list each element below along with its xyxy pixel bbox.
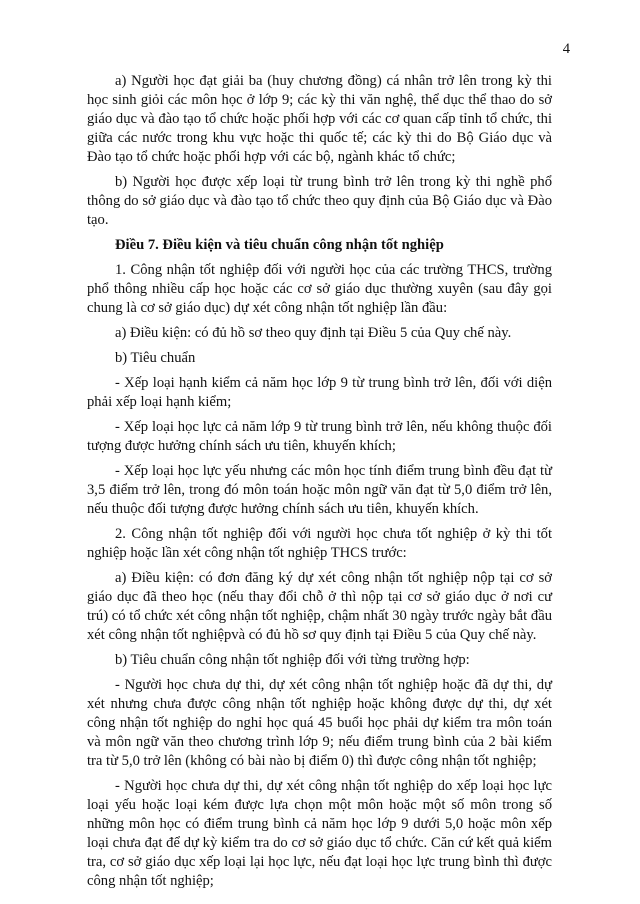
paragraph-2a-condition: a) Điều kiện: có đơn đăng ký dự xét công nhận tốt nghiệp nộp tại cơ sở giáo dục đã theo học (nếu thay đổi chỗ ở thì nộp tại cơ sở giáo dục ở nơi cư trú) có tổ chức xét công nhận tốt nghiệp, chậm nhất 30 ngày trước ngày bắt đầu xét công nhận tốt nghiệpvà có đủ hồ sơ quy định tại Điều 5 của Quy chế này. <box>87 570 552 643</box>
paragraph-2b-criteria: b) Tiêu chuẩn công nhận tốt nghiệp đối với từng trường hợp: <box>115 652 470 668</box>
paragraph-2-not-graduated: 2. Công nhận tốt nghiệp đối với người học chưa tốt nghiệp ở kỳ thi tốt nghiệp hoặc lần xét công nhận tốt nghiệp THCS trước: <box>87 526 552 561</box>
paragraph-1b-criteria: b) Tiêu chuẩn <box>115 350 196 366</box>
paragraph-1a-condition: a) Điều kiện: có đủ hồ sơ theo quy định tại Điều 5 của Quy chế này. <box>115 325 512 341</box>
document-body <box>87 72 552 897</box>
paragraph-1-first-time: 1. Công nhận tốt nghiệp đối với người học của các trường THCS, trường phổ thông nhiều cấp học hoặc các cơ sở giáo dục thường xuyên (sau đây gọi chung là cơ sở giáo dục) dự xét công nhận tốt nghiệp lần đầu: <box>87 262 552 316</box>
criteria-weak-academic: - Xếp loại học lực yếu nhưng các môn học tính điểm trung bình đều đạt từ 3,5 điểm trở lên, trong đó môn toán hoặc môn ngữ văn đạt từ 5,0 điểm trở lên, nếu thuộc đối tượng được hưởng chính sách ưu tiên, khuyến khích. <box>87 463 552 517</box>
paragraph-a-third-prize: a) Người học đạt giải ba (huy chương đồng) cá nhân trở lên trong kỳ thi học sinh giỏi các môn học ở lớp 9; các kỳ thi văn nghệ, thể dục thể thao do sở giáo dục và đào tạo tổ chức hoặc phối hợp với các cơ quan cấp tỉnh tổ chức, thi giữa các nước trong khu vực hoặc thi quốc tế; các kỳ thi do Bộ Giáo dục và Đào tạo tổ chức hoặc phối hợp với các bộ, ngành khác tổ chức; <box>87 73 552 165</box>
criteria-case-weak: - Người học chưa dự thi, dự xét công nhận tốt nghiệp do xếp loại học lực loại yếu hoặc loại kém được lựa chọn một môn hoặc một số môn trong số những môn học có điểm trung bình cả năm học lớp 9 dưới 5,0 hoặc môn xếp loại chưa đạt để dự kỳ kiểm tra do cơ sở giáo dục tổ chức. Căn cứ kết quả kiểm tra, cơ sở giáo dục xếp loại lại học lực, nếu đạt loại học lực trung bình thì được công nhận tốt nghiệp; <box>87 778 552 889</box>
criteria-academic: - Xếp loại học lực cả năm lớp 9 từ trung bình trở lên, nếu không thuộc đối tượng được hưởng chính sách ưu tiên, khuyến khích; <box>87 419 552 454</box>
article-7-heading: Điều 7. Điều kiện và tiêu chuẩn công nhận tốt nghiệp <box>115 237 444 253</box>
page-number: 4 <box>562 41 570 57</box>
criteria-conduct: - Xếp loại hạnh kiểm cả năm học lớp 9 từ trung bình trở lên, đối với diện phải xếp loại hạnh kiểm; <box>87 375 552 410</box>
criteria-case-absence: - Người học chưa dự thi, dự xét công nhận tốt nghiệp hoặc đã dự thi, dự xét nhưng chưa được công nhận tốt nghiệp hoặc không được dự thi, dự xét công nhận tốt nghiệp do nghỉ học quá 45 buổi học phải dự kiểm tra môn toán và môn ngữ văn theo chương trình lớp 9; nếu điểm trung bình của 2 bài kiểm tra từ 5,0 trở lên (không có bài nào bị điểm 0) thì được công nhận tốt nghiệp; <box>87 677 552 769</box>
paragraph-b-vocational-exam: b) Người học được xếp loại từ trung bình trở lên trong kỳ thi nghề phổ thông do sở giáo dục và đào tạo tổ chức theo quy định của Bộ Giáo dục và Đào tạo. <box>87 174 552 228</box>
